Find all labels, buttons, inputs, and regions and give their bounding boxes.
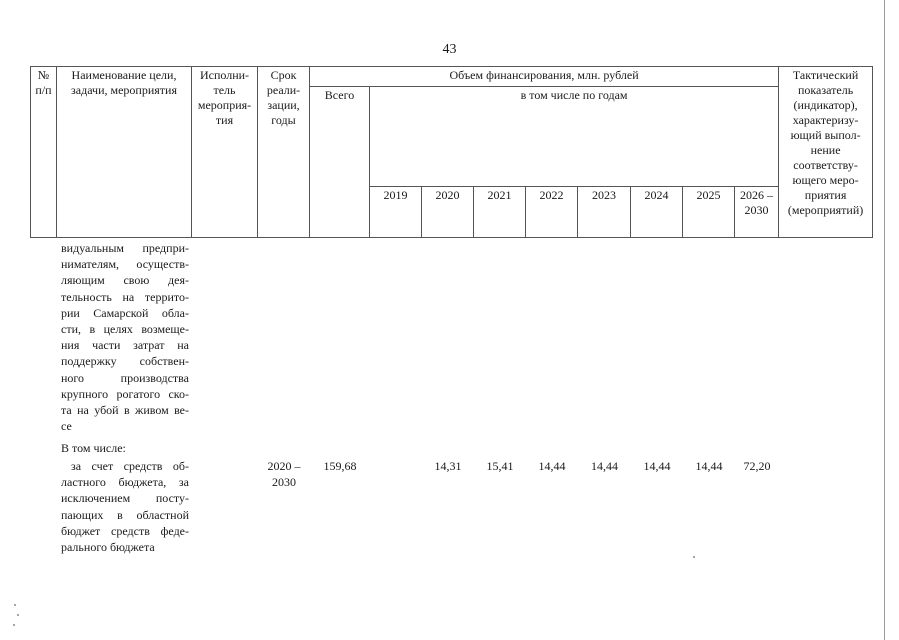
description-line: бюджет средств феде- bbox=[61, 523, 189, 538]
header-indicator-line: ющего меро- bbox=[792, 173, 859, 187]
row-value-2022: 14,44 bbox=[538, 459, 566, 473]
scan-speck bbox=[14, 604, 16, 606]
header-year-lines bbox=[528, 188, 575, 203]
header-year-line: 2019 bbox=[383, 188, 408, 202]
header-executor-line: мероприя- bbox=[197, 98, 252, 112]
including-label: В том числе: bbox=[61, 441, 126, 455]
header-indicator-line: нение bbox=[810, 143, 841, 157]
header-indicator-line: (мероприятий) bbox=[787, 203, 864, 217]
header-executor-line: тель bbox=[213, 83, 236, 97]
description-line: исключением посту- bbox=[61, 491, 189, 506]
page-number: 43 bbox=[442, 42, 457, 57]
description-line: нимателям, осуществ- bbox=[61, 257, 189, 272]
header-executor-lines bbox=[194, 68, 255, 128]
header-year-line: 2026 – bbox=[740, 188, 774, 202]
header-year bbox=[631, 187, 683, 238]
header-executor-line: тия bbox=[215, 113, 234, 127]
header-indicator-line: ющий выпол- bbox=[790, 128, 861, 142]
scan-speck bbox=[13, 624, 15, 626]
header-year-line: 2025 bbox=[696, 188, 721, 202]
continued-description bbox=[61, 240, 189, 434]
header-indicator-line: соответству- bbox=[793, 158, 858, 172]
description-line: та на убой в живом ве- bbox=[61, 403, 189, 418]
header-number-line: п/п bbox=[35, 83, 52, 97]
scan-speck bbox=[17, 614, 19, 616]
funding-table bbox=[30, 66, 873, 238]
row-total: 159,68 bbox=[323, 459, 357, 473]
header-term bbox=[258, 67, 310, 238]
header-term-lines bbox=[260, 68, 307, 128]
header-year bbox=[526, 187, 578, 238]
description-line: видуальным предпри- bbox=[61, 241, 189, 255]
row-term-start: 2020 – bbox=[267, 459, 301, 473]
row-term-end: 2030 bbox=[272, 475, 296, 490]
header-year-lines bbox=[424, 188, 471, 203]
description-line: ластного бюджета, за bbox=[61, 475, 189, 490]
header-indicator bbox=[779, 67, 873, 238]
description-line: тельность на террито- bbox=[61, 289, 189, 304]
header-name bbox=[57, 67, 192, 238]
table-body-continuation bbox=[0, 240, 899, 570]
description-line: пающих в областной bbox=[61, 507, 189, 522]
header-year bbox=[422, 187, 474, 238]
description-line: поддержку собствен- bbox=[61, 354, 189, 369]
header-year-line: 2030 bbox=[744, 203, 769, 217]
header-term-line: Срок bbox=[270, 68, 297, 82]
description-line: рии Самарской обла- bbox=[61, 305, 189, 320]
description-line: рального бюджета bbox=[61, 540, 155, 555]
description-line: сти, в целях возмеще- bbox=[61, 322, 189, 337]
header-year-line: 2022 bbox=[539, 188, 564, 202]
header-year-lines bbox=[476, 188, 523, 203]
header-year bbox=[474, 187, 526, 238]
header-year-line: 2020 bbox=[435, 188, 460, 202]
header-executor bbox=[192, 67, 258, 238]
header-year-line: 2023 bbox=[592, 188, 616, 202]
header-name-line: Наименование цели, bbox=[71, 68, 177, 82]
description-line: крупного рогатого ско- bbox=[61, 386, 189, 401]
header-year bbox=[735, 187, 779, 238]
header-indicator-line: (индикатор), bbox=[793, 98, 858, 112]
header-executor-line: Исполни- bbox=[199, 68, 250, 82]
header-year-line: 2024 bbox=[644, 188, 669, 202]
header-year-lines bbox=[685, 188, 732, 203]
header-name-lines bbox=[59, 68, 189, 98]
header-year bbox=[370, 187, 422, 238]
header-total: Всего bbox=[310, 87, 370, 238]
header-number-lines bbox=[33, 68, 54, 98]
header-indicator-line: Тактический bbox=[792, 68, 859, 82]
header-year-line: 2021 bbox=[487, 188, 512, 202]
header-year bbox=[683, 187, 735, 238]
header-by-years: в том числе по годам bbox=[370, 87, 779, 187]
header-year-lines bbox=[580, 188, 628, 203]
scan-speck bbox=[693, 556, 695, 558]
header-indicator-line: характеризу- bbox=[792, 113, 859, 127]
row-value-2020: 14,31 bbox=[434, 459, 462, 473]
header-year-lines bbox=[633, 188, 680, 203]
row-value-2021: 15,41 bbox=[486, 459, 514, 473]
row-value-2024: 14,44 bbox=[643, 459, 671, 473]
header-number-line: № bbox=[37, 68, 50, 82]
header-indicator-line: показатель bbox=[797, 83, 854, 97]
row-value-2025: 14,44 bbox=[695, 459, 723, 473]
header-term-line: зации, bbox=[267, 98, 300, 112]
row-value-2026-2030: 72,20 bbox=[743, 459, 771, 473]
description-line: ния части затрат на bbox=[61, 338, 189, 353]
header-indicator-lines bbox=[781, 68, 870, 218]
description-line: ного производства bbox=[61, 370, 189, 385]
row-term bbox=[258, 458, 310, 490]
row-value-2023: 14,44 bbox=[591, 459, 618, 473]
row-description bbox=[61, 458, 189, 555]
header-funding: Объем финансирования, млн. рублей bbox=[310, 67, 779, 87]
funding-table-header bbox=[30, 66, 872, 238]
description-line: се bbox=[61, 419, 72, 434]
description-line: за счет средств об- bbox=[71, 459, 189, 473]
header-term-line: годы bbox=[271, 113, 296, 127]
header-year-lines bbox=[737, 188, 776, 218]
header-name-line: задачи, мероприятия bbox=[71, 83, 177, 97]
header-year bbox=[578, 187, 631, 238]
header-indicator-line: приятия bbox=[804, 188, 847, 202]
header-term-line: реали- bbox=[266, 83, 301, 97]
header-year-lines bbox=[372, 188, 419, 203]
description-line: ляющим свою дея- bbox=[61, 273, 189, 288]
header-number bbox=[31, 67, 57, 238]
